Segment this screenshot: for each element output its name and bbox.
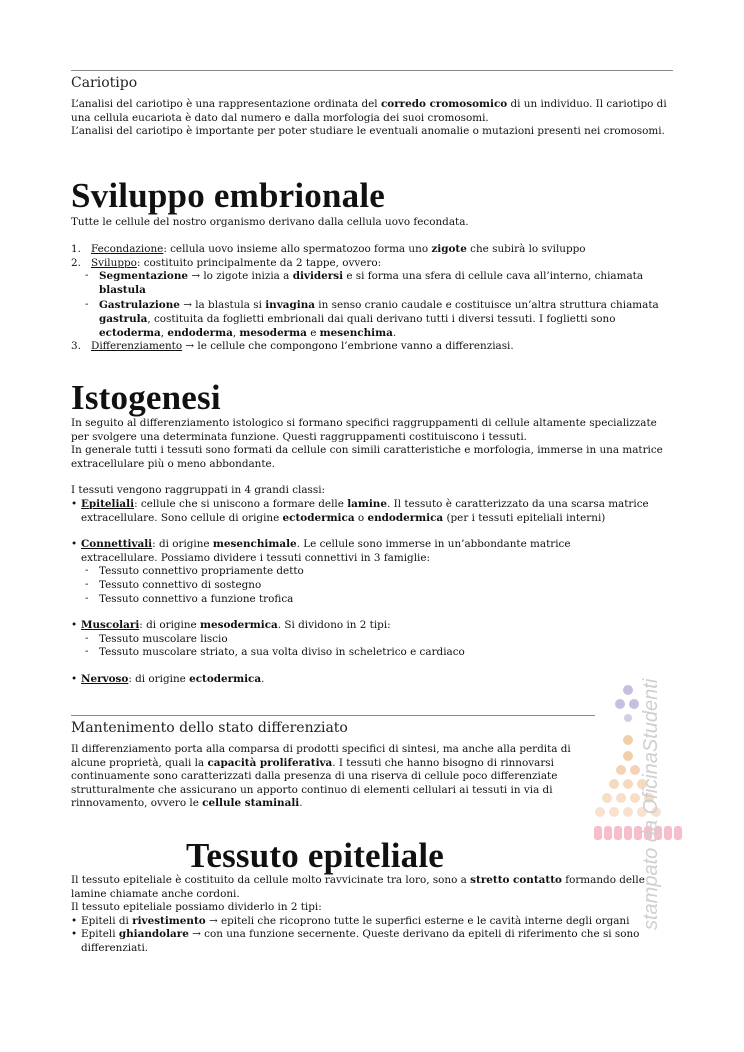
istogenesi-paragraph-3: I tessuti vengono raggruppati in 4 grandi classi: <box>71 484 326 497</box>
connettivo-sub-2: - Tessuto connettivo di sostegno <box>85 577 262 591</box>
connettivo-sub-1: - Tessuto connettivo propriamente detto <box>85 564 304 578</box>
cariotipo-paragraph-2: L’analisi del cariotipo è importante per poter studiare le eventuali anomalie o mutazioni presenti nei cromosomi. <box>71 125 665 138</box>
list-item-sviluppo: 2. Sviluppo: costituito principalmente da 2 tappe, ovvero: - Segmentazione → lo zigote inizia a dividersi e si forma una sfera di cellule cava all’interno, chiamata blastula - Gastrulazione → la blastula si invagina in senso cranio caudale e costituisce un’altra struttura chiamata gastrula, costituita da foglietti embrionali dai quali derivano tutti i diversi tessuti. I foglietti sono ectoderma, endoderma, mesoderma e mesenchima. <box>71 257 673 341</box>
list-item-ghiandolare: • Epiteli ghiandolare → con una funzione secernente. Queste derivano da epiteli di riferimento che si sono differenziati. <box>71 928 640 954</box>
muscolare-sub-1: - Tessuto muscolare liscio <box>85 631 228 645</box>
list-item-differenziamento: 3. Differenziamento → le cellule che compongono l’embrione vanno a differenziasi. <box>71 340 514 353</box>
mantenimento-title: Mantenimento dello stato differenziato <box>71 720 348 736</box>
cariotipo-paragraph-1: L’analisi del cariotipo è una rappresentazione ordinata del corredo cromosomico di un individuo. Il cariotipo di una cellula eucariota è dato dal numero e dalla morfologia dei suoi cromosomi. <box>71 98 667 124</box>
list-item-segmentazione: - Segmentazione → lo zigote inizia a dividersi e si forma una sfera di cellule cava all’interno, chiamata blastula <box>85 269 644 296</box>
epiteliale-paragraph-1: Il tessuto epiteliale è costituito da cellule molto ravvicinate tra loro, sono a stretto contatto formando delle lamine chiamate anche cordoni. <box>71 874 645 900</box>
connettivo-sub-3: - Tessuto connettivo a funzione trofica <box>85 591 294 605</box>
mantenimento-text: Il differenziamento porta alla comparsa di prodotti specifici di sintesi, ma anche alla perdita di alcune proprietà, quali la capacità proliferativa. I tessuti che hanno bisogno di rinnovarsi continuamente sono caratterizzati dalla presenza di una riserva di cellule poco differenziate strutturalmente che assicurano un apporto continuo di elementi cellulari ai tessuti in via di rinnovamento, ovvero le cellule staminali. <box>71 743 571 810</box>
list-item-nervoso: • Nervoso: di origine ectodermica. <box>71 672 265 685</box>
istogenesi-heading: Istogenesi <box>71 378 221 417</box>
top-divider <box>71 70 673 71</box>
list-item-rivestimento: • Epiteli di rivestimento → epiteli che ricoprono tutte le superfici esterne e le cavità interne degli organi <box>71 914 630 927</box>
list-item-connettivali: • Connettivali: di origine mesenchimale. Le cellule sono immerse in un’abbondante matrice extracellulare. Possiamo dividere i tessuti connettivi in 3 famiglie: - Tessuto connettivo propriamente detto - Tessuto connettivo di sostegno - Tessuto connettivo a funzione trofica <box>71 538 636 606</box>
mantenimento-divider <box>71 715 595 716</box>
muscolare-sub-2: - Tessuto muscolare striato, a sua volta diviso in scheletrico e cardiaco <box>85 645 465 659</box>
epiteliale-paragraph-2: Il tessuto epiteliale possiamo dividerlo in 2 tipi: <box>71 901 322 914</box>
istogenesi-paragraph-2: In generale tutti i tessuti sono formati da cellule con simili caratteristiche e morfologia, immerse in una matrice extracellulare più o meno abbondante. <box>71 444 663 470</box>
istogenesi-text <box>71 417 673 687</box>
epiteliale-heading: Tessuto epiteliale <box>186 836 444 875</box>
cariotipo-text <box>71 98 673 139</box>
list-item-fecondazione: 1. Fecondazione: cellula uovo insieme allo spermatozoo forma uno zigote che subirà lo sviluppo <box>71 243 586 255</box>
sviluppo-heading: Sviluppo embrionale <box>71 176 385 215</box>
watermark-text: stampato da OficinaStudenti <box>640 678 662 930</box>
sviluppo-list <box>71 243 673 354</box>
epiteliale-text <box>71 874 673 956</box>
sviluppo-intro: Tutte le cellule del nostro organismo derivano dalla cellula uovo fecondata. <box>71 216 469 228</box>
list-item-epiteliali: • Epiteliali: cellule che si uniscono a formare delle lamine. Il tessuto è caratterizzato da una scarsa matrice extracellulare. Sono cellule di origine ectodermica o endodermica (per i tessuti epiteliali interni) <box>71 497 649 524</box>
list-item-muscolari: • Muscolari: di origine mesodermica. Si dividono in 2 tipi: - Tessuto muscolare liscio - Tessuto muscolare striato, a sua volta diviso in scheletrico e cardiaco <box>71 619 673 660</box>
istogenesi-paragraph-1: In seguito al differenziamento istologico si formano specifici raggruppamenti di cellule altamente specializzate per svolgere una determinata funzione. Questi raggruppamenti costituiscono i tessuti. <box>71 417 657 443</box>
cariotipo-title: Cariotipo <box>71 75 138 91</box>
list-item-gastrulazione: - Gastrulazione → la blastula si invagina in senso cranio caudale e costituisce un’altra struttura chiamata gastrula, costituita da foglietti embrionali dai quali derivano tutti i diversi tessuti. I foglietti sono ectoderma, endoderma, mesoderma e mesenchima. <box>85 298 659 339</box>
